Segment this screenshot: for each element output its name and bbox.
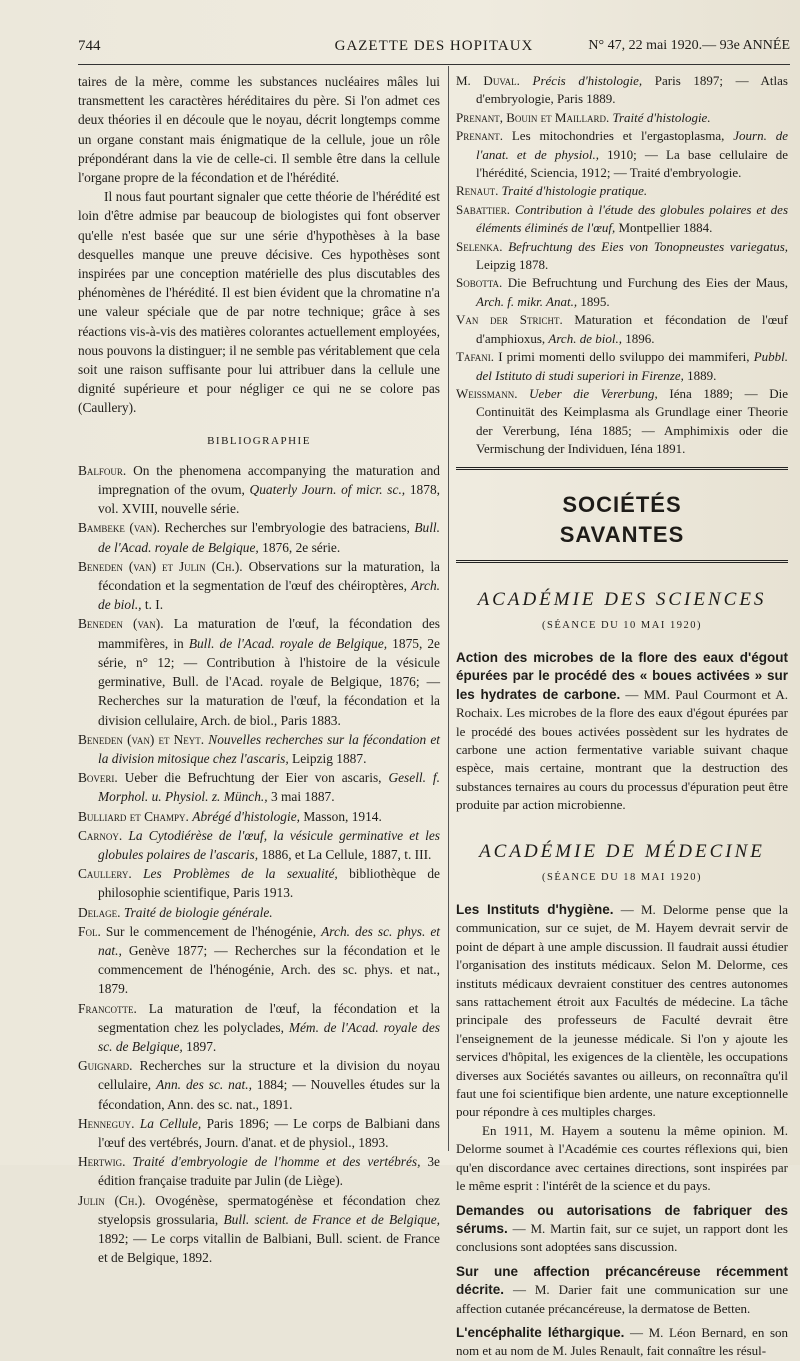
ref-author: M. Duval. — [456, 73, 520, 88]
ref-details: 1884; — Nouvelles études sur la fécondation, Ann. des sc. nat., 1891. — [98, 1077, 440, 1112]
ref-title: Traité d'histologie pratique. — [501, 183, 648, 199]
article-body: — M. Darier fait une communication sur une affection cutanée précancéreuse, la dermatose de Betten. — [456, 1282, 788, 1316]
ref-author: Henneguy. — [78, 1115, 135, 1131]
article-title: L'encéphalite léthargique. — [456, 1324, 625, 1340]
bibliography-entry — [456, 201, 788, 238]
article-body: — M. Delorme pense que la communication, sur ce sujet, de M. Hayem devrait servir de point de départ à une ample discussion. Il faudrait aussi étudier l'organisation des instituts médicaux. Selon M. Delorme, ces instituts médicaux devraient constituer des centres autonomes sans rattachement étroit aux Facultés de médecine. La tâche principale des professeurs de Faculté devrait être l'enseignement de la jeunesse médicale. Si l'on y ajoute les services d'hôpital, les exigences de la clientèle, les occupations diverses aux Sociétés savantes ou ailleurs, on reconnaîtra qu'il faut une foi scientifique bien ardente, une nature exceptionnelle pour répondre à ces multiples charges. — [456, 902, 789, 1120]
ref-title: Gesell. f. Morphol. u. Physiol. z. Münch., — [98, 770, 440, 805]
bibliography-entry — [456, 311, 788, 348]
ref-author: Delage. — [78, 904, 121, 920]
article-title: Demandes ou autorisations de fabriquer des sérums. — [456, 1202, 788, 1236]
bibliography-entry — [78, 768, 440, 806]
ref-author: Beneden (van) et Julin (Ch.). — [78, 558, 243, 574]
bibliography-entry — [456, 238, 788, 275]
ref-title: Traité d'embryologie de l'homme et des vertébrés, — [132, 1154, 421, 1170]
ref-author: Weissmann. — [456, 385, 518, 401]
ref-author: Beneden (van). — [78, 616, 164, 632]
ref-author: Bambeke (van). — [78, 520, 161, 536]
article — [456, 1263, 788, 1318]
bibliography-list — [78, 461, 440, 1268]
ref-text: La maturation de l'œuf, la fécondation et la segmentation chez les polyclades, — [98, 1000, 440, 1035]
ref-title: Traité d'histologie. — [612, 109, 711, 125]
header-rule — [78, 64, 790, 65]
bibliography-entry — [78, 461, 440, 519]
bibliography-entry — [456, 348, 788, 385]
issue-info: N° 47, 22 mai 1920.— 93e ANNÉE — [588, 38, 790, 53]
bibliography-list-continued — [456, 72, 788, 459]
paragraph: taires de la mère, comme les substances nucléaires mâles lui transmettent les caractères héréditaires du père. Si l'on admet ces deux théories il en découle que le noyau, décrit longtemps comme un organe constant mais énigmatique de la cellule, joue un rôle prépondérant dans la vie de celle-ci. Il semble être dans la cellule l'organe propre de la fécondation et de l'hérédité. — [78, 74, 440, 186]
ref-details: 1878, vol. XVIII, nouvelle série. — [98, 482, 440, 517]
column-divider — [448, 66, 449, 1151]
bibliography-entry — [78, 826, 440, 864]
ref-details: Genève 1877; — Recherches sur la fécondation et le commencement de l'hénogénie, Arch. des sc. phys. et nat., 1879. — [98, 942, 440, 997]
ref-title: Contribution à l'étude des globules polaires et des éléments éliminés de l'œuf, — [476, 201, 788, 236]
ref-author: Sobotta. — [456, 275, 503, 291]
ref-details: Montpellier 1884. — [615, 220, 713, 236]
ref-details: Paris 1897; — Atlas d'embryologie, Paris 1889. — [476, 73, 788, 107]
left-column — [78, 72, 440, 1267]
bibliography-entry — [456, 385, 788, 459]
ref-author: Fol. — [78, 923, 101, 939]
article-body: — M. Martin fait, sur ce sujet, un rapport dont les conclusions sont adoptées sans discussion. — [456, 1220, 788, 1255]
ref-title: Arch. des sc. phys. et nat., — [98, 923, 440, 958]
ref-details: 1875, 2e série, n° 12; — Contribution à l'histoire de la vésicule germinative, Bull. de l'Acad. royale de Belgique, 1876; — Recherches sur la maturation de l'œuf, la fécondation et la division cellulaire, Arch. de biol., Paris 1883. — [98, 635, 441, 728]
ref-details: 3 mai 1887. — [267, 789, 335, 805]
ref-text: I primi momenti dello sviluppo dei mammiferi, — [494, 349, 754, 365]
ref-details: 1892; — Le corps vitallin de Balbiani, Bull. scient. de France et de Belgique, 1892. — [98, 1230, 440, 1266]
section-banner: SOCIÉTÉS SAVANTES — [559, 491, 685, 547]
bibliography-entry — [78, 922, 440, 999]
session-date: (SÉANCE DU 18 MAI 1920) — [542, 871, 702, 883]
ref-details: 1889. — [683, 367, 717, 383]
ref-author: Prenant. — [456, 128, 503, 144]
ref-text: Sur le commencement de l'hénogénie, — [100, 923, 322, 939]
ref-details: 1876, 2e série. — [258, 539, 341, 555]
bibliography-entry — [78, 1152, 440, 1190]
bibliography-entry — [78, 730, 440, 768]
bibliography-heading: BIBLIOGRAPHIE — [207, 434, 311, 447]
ref-details: Leipzig 1887. — [288, 750, 367, 766]
journal-title: GAZETTE DES HOPITAUX — [334, 38, 534, 54]
ref-text: La maturation de l'œuf, la fécondation des mammifères, in — [98, 616, 441, 651]
ref-details: 1896. — [621, 330, 655, 346]
ref-author: Boveri. — [78, 770, 118, 786]
ref-title: Précis d'histologie, — [532, 73, 643, 88]
ref-text — [132, 866, 143, 881]
article-title: Sur une affection précancéreuse récemment décrite. — [456, 1263, 788, 1298]
article-body: — MM. Paul Courmont et A. Rochaix. Les microbes de la flore des eaux d'égout épurées par le procédé des boues activées possèdent sur les hydrates de carbone une action fermentative variable suivant chaque espèce, mais certaine, montrant que la destruction des substances ternaires au cours du processus d'épuration peut être produite par action microbienne. — [456, 686, 788, 813]
ref-details: 1910; — La base cellulaire de l'hérédité, Sciencia, 1912; — Traité d'embryologie. — [476, 146, 788, 181]
bibliography-entry — [456, 127, 788, 182]
page-number: 744 — [78, 38, 101, 54]
bibliography-entry — [78, 1056, 440, 1114]
ref-author: Caullery. — [78, 866, 132, 882]
ref-details: 1897. — [182, 1038, 217, 1054]
ref-title: Bull. de l'Acad. royale de Belgique, — [188, 635, 388, 651]
ref-text: Recherches sur la structure et la division du noyau cellulaire, — [98, 1058, 440, 1093]
ref-author: Julin (Ch.). — [78, 1192, 146, 1208]
ref-title: Arch. de biol., — [98, 578, 440, 613]
ref-details: t. I. — [141, 597, 164, 613]
bibliography-entry — [78, 557, 440, 615]
bibliography-entry — [456, 274, 788, 311]
ref-title: Bull. scient. de France et de Belgique, — [223, 1211, 440, 1227]
bibliography-entry — [456, 72, 788, 109]
ref-author: Van der Stricht. — [456, 312, 563, 328]
ref-details: bibliothèque de philosophie scientifique, Paris 1913. — [98, 866, 440, 901]
ref-title: Traité de biologie générale. — [123, 904, 273, 920]
ref-title: Arch. f. mikr. Anat., — [476, 293, 578, 309]
bibliography-entry — [78, 903, 440, 922]
ref-text: On the phenomena accompanying the maturation and impregnation of the ovum, — [98, 462, 440, 498]
paragraph: En 1911, M. Hayem a soutenu la même opinion. M. Delorme soumet à l'Académie ces courtes réflexions qui, bien qu'en discordance avec certaines directions, sont inspirées par le même esprit : l'intérêt de la science et du pays. — [456, 1122, 788, 1194]
section-rule — [456, 560, 788, 563]
ref-author: Balfour. — [78, 462, 127, 478]
ref-text: Maturation et fécondation de l'œuf d'amphioxus, — [476, 312, 788, 346]
ref-title: Nouvelles recherches sur la fécondation et la division mitosique chez l'ascaris, — [98, 731, 440, 766]
ref-details: Paris 1896; — Le corps de Balbiani dans l'œuf des vertébrés, Journ. d'anat. et de physiol., 1893. — [98, 1115, 440, 1150]
ref-author: Tafani. — [456, 349, 495, 365]
ref-author: Carnoy. — [78, 827, 123, 843]
academy-heading: ACADÉMIE DES SCIENCES — [477, 588, 767, 610]
bibliography-entry — [456, 109, 788, 127]
ref-details: 3e édition française traduite par Julin (de Liège). — [98, 1154, 440, 1189]
ref-details: Leipzig 1878. — [476, 257, 549, 273]
bibliography-entry — [456, 182, 788, 200]
bibliography-entry — [78, 1114, 440, 1152]
article — [456, 1324, 788, 1361]
section-rule — [456, 467, 788, 470]
bibliography-entry — [78, 864, 440, 902]
ref-title: Pubbl. del Istituto di studi superiori in Firenze, — [476, 349, 788, 383]
bibliography-entry — [78, 807, 440, 826]
ref-text: Ovogénèse, spermatogénèse et fécondation chez styelopsis grossularia, — [98, 1192, 440, 1227]
ref-text: Ueber die Befruchtung der Eier von ascaris, — [117, 770, 389, 786]
ref-author: Hertwig. — [78, 1154, 126, 1170]
page-header — [78, 34, 790, 60]
ref-details: Iéna 1889; — Die Continuität des Keimplasma als Grundlage einer Theorie der Vererbung, Iéna 1885; — Amphimixis oder die Vermischung der Individuen, Iéna 1891. — [476, 385, 789, 457]
bibliography-entry — [78, 518, 440, 556]
ref-text: Observations sur la maturation, la fécondation et la segmentation de l'œuf des chéiroptères, — [98, 558, 440, 594]
bibliography-entry — [78, 1191, 440, 1268]
right-column — [456, 72, 788, 1361]
ref-author: Selenka. — [456, 238, 503, 254]
article — [456, 901, 788, 1122]
academy-heading: ACADÉMIE DE MÉDECINE — [479, 840, 765, 862]
ref-title: Les Problèmes de la sexualité, — [143, 866, 338, 882]
ref-author: Francotte. — [78, 1000, 137, 1016]
article-title: Action des microbes de la flore des eaux d'égout épurées par le procédé des « boues activées » sur les hydrates de carbone. — [456, 649, 788, 702]
ref-title: Quaterly Journ. of micr. sc., — [249, 482, 406, 498]
ref-text: Les mitochondries et l'ergastoplasma, — [502, 128, 734, 144]
ref-details: 1895. — [577, 293, 610, 309]
ref-details: 1886, et La Cellule, 1887, t. III. — [258, 846, 432, 862]
ref-title: Befruchtung des Eies von Tonopneustes variegatus, — [508, 238, 789, 254]
ref-text: Die Befruchtung und Furchung des Eies der Maus, — [502, 275, 788, 291]
ref-author: Bulliard et Champy. — [78, 808, 189, 824]
ref-title: La Cytodiérèse de l'œuf, la vésicule germinative et les globules polaires de l'ascaris, — [98, 827, 440, 862]
bibliography-entry — [78, 999, 440, 1057]
ref-author: Renaut. — [456, 183, 499, 199]
ref-title: Arch. de biol., — [548, 330, 622, 346]
ref-title: La Cellule, — [139, 1115, 202, 1131]
article — [456, 1202, 788, 1257]
ref-author: Prenant, Bouin et Maillard. — [456, 109, 610, 125]
bibliography-entry — [78, 614, 440, 729]
ref-author: Sabattier. — [456, 201, 510, 217]
ref-title: Journ. de l'anat. et de physiol., — [476, 128, 788, 162]
ref-title: Ueber die Vererbung, — [529, 385, 658, 401]
article-title: Les Instituts d'hygiène. — [456, 902, 614, 917]
ref-text — [520, 73, 533, 88]
ref-text — [518, 386, 530, 401]
ref-author: Guignard. — [78, 1058, 133, 1074]
ref-author: Beneden (van) et Neyt. — [78, 731, 205, 747]
ref-details: Masson, 1914. — [300, 808, 382, 824]
ref-title: Abrégé d'histologie, — [192, 808, 301, 824]
session-date: (SÉANCE DU 10 MAI 1920) — [542, 619, 702, 631]
paragraph: Il nous faut pourtant signaler que cette théorie de l'hérédité est loin d'être admise par beaucoup de biologistes qui font observer qu'elle n'est basée que sur une série d'hypothèses à la base desquelles manque une preuve décisive. Ces hypothèses sont inspirées par une conception matérielle des plus discutables des phénomènes de l'hérédité. Il est bien évident que la chromatine n'a une valeur spéciale que de par notre technique; grâce à ses réactions vis-à-vis des matières colorantes actuellement employées, nous pouvons la distinguer; il ne semble pas véritablement que cela soit une raison suffisante pour lui attribuer dans la cellule une dignité supérieure et pour négliger ce qui ne se colore pas (Caullery). — [78, 189, 440, 416]
article-body: — M. Léon Bernard, en son nom et au nom de M. Jules Renault, fait connaître les résul- — [456, 1324, 788, 1359]
ref-title: Ann. des sc. nat., — [156, 1077, 252, 1093]
ref-title: Mém. de l'Acad. royale des sc. de Belgique, — [98, 1019, 440, 1054]
article — [456, 649, 788, 815]
ref-text: Recherches sur l'embryologie des batraciens, — [160, 520, 415, 536]
ref-title: Bull. de l'Acad. royale de Belgique, — [98, 520, 440, 555]
